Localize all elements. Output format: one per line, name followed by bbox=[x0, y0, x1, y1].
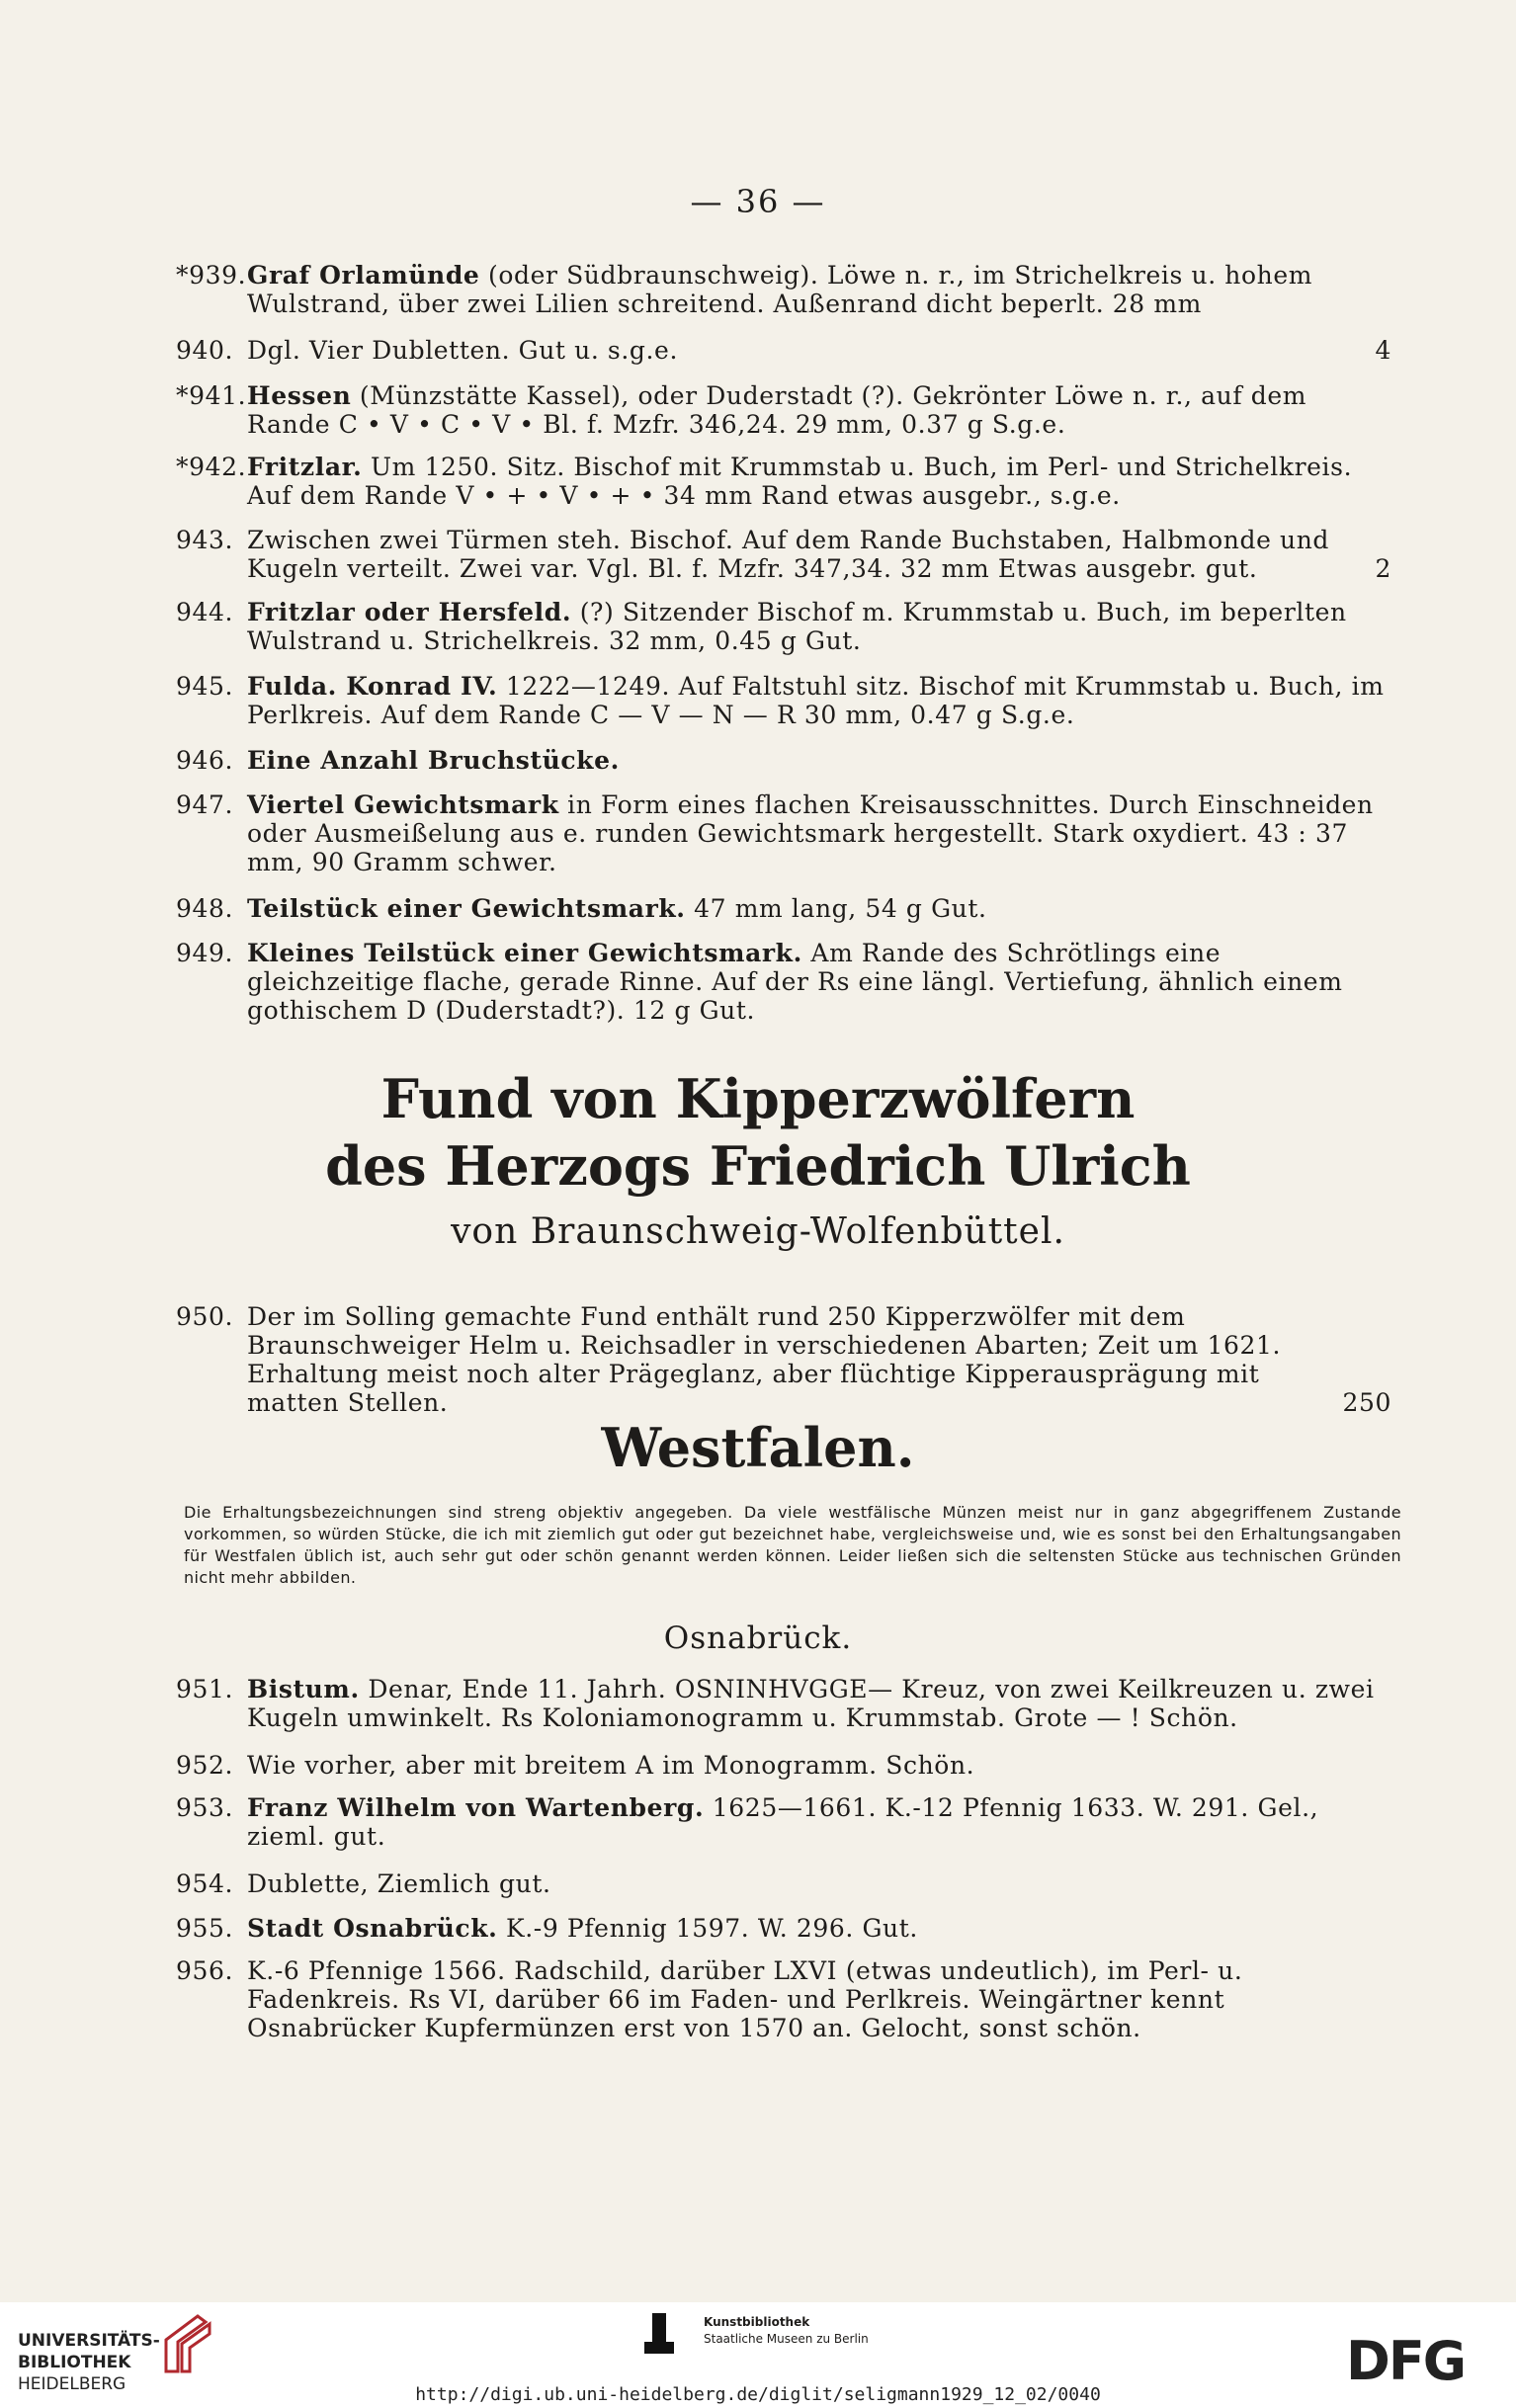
kb-line2: Staatliche Museen zu Berlin bbox=[704, 2332, 869, 2346]
entries_bottom-entry bbox=[176, 1956, 1391, 2042]
entry-number: 949. bbox=[176, 939, 234, 967]
entries_top-entry bbox=[176, 894, 1391, 923]
entries_top-entry bbox=[176, 939, 1391, 1025]
heading-westfalen: Westfalen. bbox=[601, 1416, 915, 1479]
entry-text bbox=[247, 672, 1391, 729]
entry-description: Denar, Ende 11. Jahrh. OSNINHVGGE— Kreuz, von zwei Keilkreuzen u. zwei Kugeln umwinkelt. Rs Koloniamonogramm u. Krummstab. Grote — ! Schön. bbox=[247, 1675, 1375, 1732]
entry-number: 945. bbox=[176, 672, 234, 701]
entry-description: 1222—1249. Auf Faltstuhl sitz. Bischof mit Krummstab u. Buch, im Perlkreis. Auf dem Rande C — V — N — R 30 mm, 0.47 g S.g.e. bbox=[247, 672, 1385, 729]
entry-name: Viertel Gewichtsmark bbox=[247, 790, 559, 819]
entry-description: in Form eines flachen Kreisausschnittes. Durch Einschneiden oder Ausmeißelung aus e. runden Gewichtsmark hergestellt. Stark oxydiert. 43 : 37 mm, 90 Gramm schwer. bbox=[247, 790, 1374, 876]
entry-description: Wie vorher, aber mit breitem A im Monogramm. Schön. bbox=[247, 1751, 975, 1780]
entry-text bbox=[247, 790, 1391, 876]
entries_bottom-entry bbox=[176, 1914, 1391, 1943]
conservation-note: Die Erhaltungsbezeichnungen sind streng objektiv angegeben. Da viele westfälische Münzen meist nur in ganz abgegriffenem Zustande vorkommen, so würden Stücke, die ich mit ziemlich gut oder gut bezeichnet habe, vergleichsweise und, wie es sonst bei den Erhaltungsangaben für Westfalen üblich ist, auch sehr gut oder schön genannt werden können. Leider ließen sich die seltensten Stücke aus technischen Gründen nicht mehr abbilden. bbox=[184, 1503, 1401, 1587]
entry-description: Am Rande des Schrötlings eine gleichzeitige flache, gerade Rinne. Auf der Rs eine längl. Vertiefung, ähnlich einem gothischem D (Duderstadt?). 12 g Gut. bbox=[247, 939, 1343, 1025]
entry-text bbox=[247, 894, 1391, 923]
entry-950 bbox=[176, 1302, 1391, 1417]
entry-number: 950. bbox=[176, 1302, 234, 1331]
heading-osnabrueck: Osnabrück. bbox=[663, 1620, 853, 1656]
entry-number: 944. bbox=[176, 598, 234, 626]
entry-text bbox=[247, 1675, 1391, 1732]
entry-name: Bistum. bbox=[247, 1675, 360, 1703]
entry-text bbox=[247, 381, 1391, 439]
entry-number: 943. bbox=[176, 526, 234, 554]
entry-text bbox=[247, 526, 1352, 583]
entry-text bbox=[247, 453, 1391, 510]
entry-number: 956. bbox=[176, 1956, 234, 1985]
dfg-logo: DFG bbox=[1346, 2330, 1466, 2392]
entry-text bbox=[247, 1869, 1391, 1898]
entry-name: Franz Wilhelm von Wartenberg. bbox=[247, 1793, 705, 1822]
logo-text-line3: HEIDELBERG bbox=[18, 2374, 126, 2394]
entry-price: 4 bbox=[1375, 336, 1391, 365]
logo-text-line1: UNIVERSITÄTS- bbox=[18, 2331, 160, 2351]
entry-description: 1625—1661. K.-12 Pfennig 1633. W. 291. Gel., zieml. gut. bbox=[247, 1793, 1319, 1851]
entry-number: 952. bbox=[176, 1751, 234, 1780]
entry-name: Graf Orlamünde bbox=[247, 261, 480, 290]
entry-number: 947. bbox=[176, 790, 234, 819]
entry-number: 955. bbox=[176, 1914, 234, 1943]
entry-name: Fritzlar oder Hersfeld. bbox=[247, 598, 572, 626]
entries_top-entry bbox=[176, 790, 1391, 876]
entries_bottom-entry bbox=[176, 1793, 1391, 1851]
kb-line1: Kunstbibliothek bbox=[704, 2315, 810, 2329]
entry-number: 946. bbox=[176, 746, 234, 775]
entries_top-entry bbox=[176, 526, 1391, 583]
entries_top-entry bbox=[176, 336, 1391, 365]
entry-text bbox=[247, 1914, 1391, 1943]
entry-name: Stadt Osnabrück. bbox=[247, 1914, 498, 1943]
entry-price: 250 bbox=[1342, 1388, 1391, 1417]
entry-name: Eine Anzahl Bruchstücke. bbox=[247, 746, 620, 775]
entry-price: 2 bbox=[1375, 554, 1391, 583]
heading-fund-line1: Fund von Kipperzwölfern bbox=[380, 1067, 1136, 1130]
entry-text bbox=[247, 1751, 1391, 1780]
entries_top-entry bbox=[176, 672, 1391, 729]
entries_top-entry bbox=[176, 598, 1391, 655]
source-url-link[interactable]: http://digi.ub.uni-heidelberg.de/diglit/seligmann1929_12_02/0040 bbox=[415, 2384, 1101, 2405]
entry-text bbox=[247, 939, 1391, 1025]
heading-fund-line3: von Braunschweig-Wolfenbüttel. bbox=[451, 1211, 1065, 1252]
entry-text bbox=[247, 1793, 1391, 1851]
kunstbibliothek-logo bbox=[704, 2314, 869, 2348]
entry-description: K.-6 Pfennige 1566. Radschild, darüber LXVI (etwas undeutlich), im Perl- u. Fadenkreis. Rs VI, darüber 66 im Faden- und Perlkreis. Weingärtner kennt Osnabrücker Kupfermünzen erst von 1570 an. Gelocht, sonst schön. bbox=[247, 1956, 1243, 2042]
entry-number: *941. bbox=[176, 381, 247, 410]
entries_bottom-entry bbox=[176, 1675, 1391, 1732]
entry-description: (?) Sitzender Bischof m. Krummstab u. Buch, im beperlten Wulstrand u. Strichelkreis. 32 mm, 0.45 g Gut. bbox=[247, 598, 1347, 655]
entries_top-entry bbox=[176, 453, 1391, 510]
entry-name: Fritzlar. bbox=[247, 453, 363, 481]
entry-number: *939. bbox=[176, 261, 247, 290]
footer-bar bbox=[0, 2302, 1516, 2408]
entries_bottom-entry bbox=[176, 1751, 1391, 1780]
entry-description: (Münzstätte Kassel), oder Duderstadt (?). Gekrönter Löwe n. r., auf dem Rande C • V • C • V • Bl. f. Mzfr. 346,24. 29 mm, 0.37 g S.g.e. bbox=[247, 381, 1307, 439]
entries_top-entry bbox=[176, 261, 1391, 318]
entry-name: Kleines Teilstück einer Gewichtsmark. bbox=[247, 939, 802, 967]
entry-description: Dgl. Vier Dubletten. Gut u. s.g.e. bbox=[247, 336, 678, 365]
entry-text bbox=[247, 598, 1391, 655]
entry-description: K.-9 Pfennig 1597. W. 296. Gut. bbox=[497, 1914, 918, 1943]
entry-number: *942. bbox=[176, 453, 247, 481]
entries_top-entry bbox=[176, 381, 1391, 439]
entry-description: 47 mm lang, 54 g Gut. bbox=[685, 894, 987, 923]
entries_bottom-entry bbox=[176, 1869, 1391, 1898]
entry-text bbox=[247, 1956, 1391, 2042]
university-library-mark-icon bbox=[158, 2310, 217, 2379]
entry-description: Dublette, Ziemlich gut. bbox=[247, 1869, 551, 1898]
entry-name: Teilstück einer Gewichtsmark. bbox=[247, 894, 686, 923]
entry-text bbox=[247, 336, 1352, 365]
entries_top-entry bbox=[176, 746, 1391, 775]
logo-text-line2: BIBLIOTHEK bbox=[18, 2353, 131, 2372]
entry-name: Fulda. Konrad IV. bbox=[247, 672, 498, 701]
entry-text bbox=[247, 746, 1391, 775]
entry-text: Der im Solling gemachte Fund enthält rund 250 Kipperzwölfer mit dem Braunschweiger Helm u. Reichsadler in verschiedenen Abarten; Zeit um 1621. Erhaltung meist noch alter Prägeglanz, aber flüchtige Kipperausprägung mit matten Stellen. bbox=[247, 1302, 1282, 1417]
entry-description: Zwischen zwei Türmen steh. Bischof. Auf dem Rande Buchstaben, Halbmonde und Kugeln verteilt. Zwei var. Vgl. Bl. f. Mzfr. 347,34. 32 mm Etwas ausgebr. gut. bbox=[247, 526, 1330, 583]
entry-number: 951. bbox=[176, 1675, 234, 1703]
page-number: — 36 — bbox=[690, 183, 826, 220]
entry-number: 954. bbox=[176, 1869, 234, 1898]
kunstbibliothek-mark-base-icon bbox=[644, 2342, 674, 2354]
entry-number: 948. bbox=[176, 894, 234, 923]
heading-fund-line2: des Herzogs Friedrich Ulrich bbox=[325, 1134, 1191, 1198]
entry-number: 940. bbox=[176, 336, 234, 365]
entry-description: (oder Südbraunschweig). Löwe n. r., im Strichelkreis u. hohem Wulstrand, über zwei Lilien schreitend. Außenrand dicht beperlt. 28 mm bbox=[247, 261, 1313, 318]
entry-name: Hessen bbox=[247, 381, 352, 410]
entry-number: 953. bbox=[176, 1793, 234, 1822]
entry-description: Um 1250. Sitz. Bischof mit Krummstab u. Buch, im Perl- und Strichelkreis. Auf dem Rande V • + • V • + • 34 mm Rand etwas ausgebr., s.g.e. bbox=[247, 453, 1353, 510]
entry-text bbox=[247, 261, 1391, 318]
